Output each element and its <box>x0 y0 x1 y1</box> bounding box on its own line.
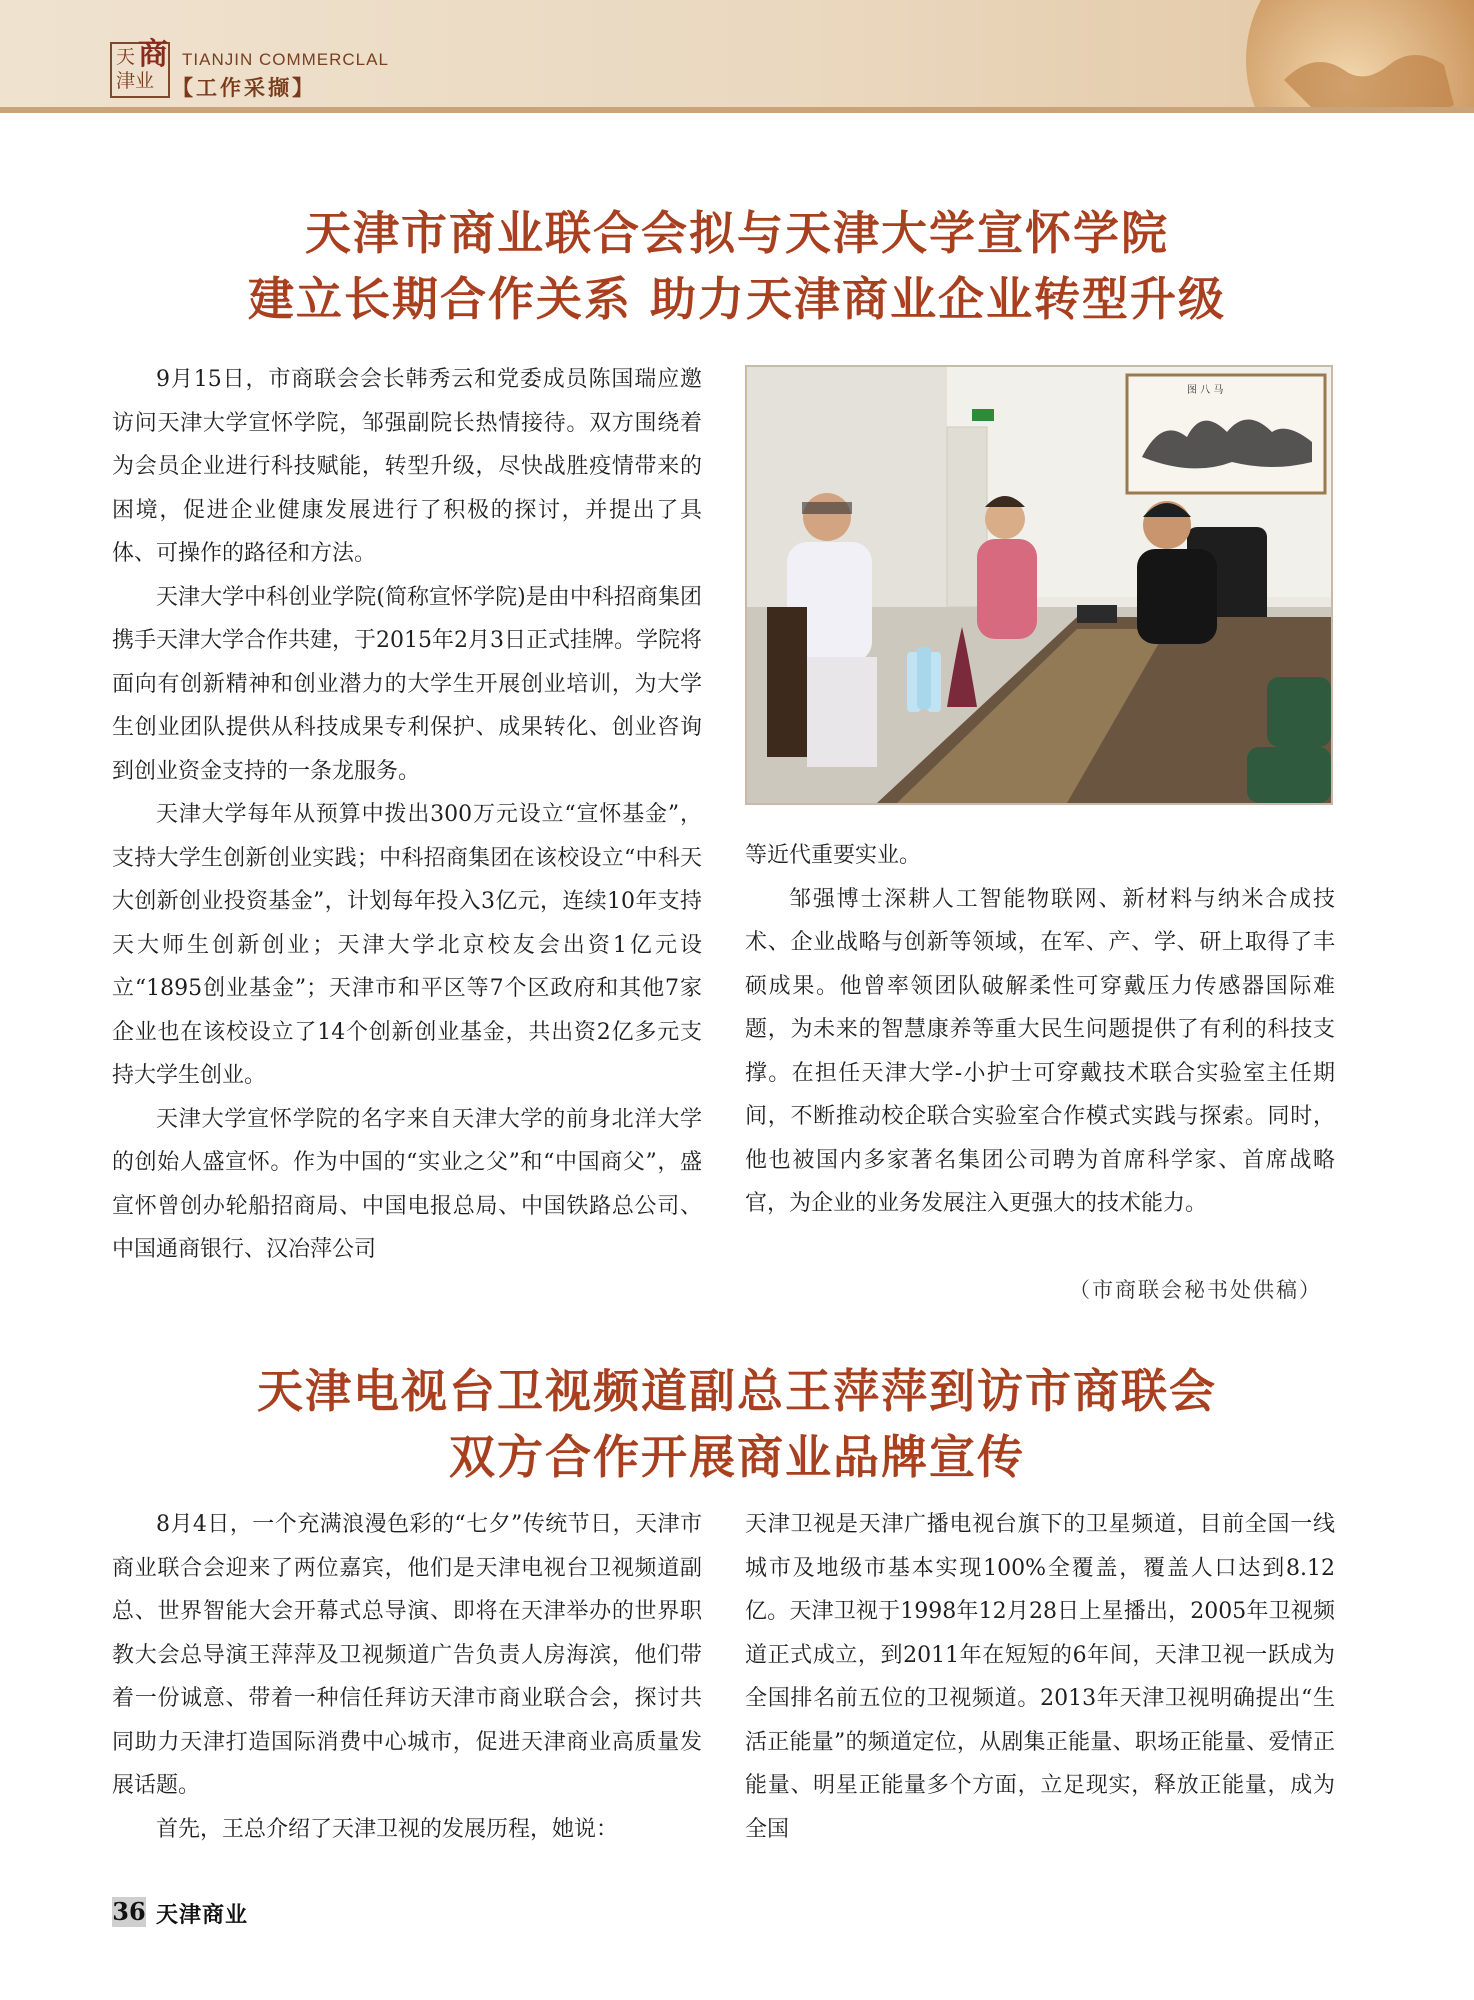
meeting-photo <box>745 365 1333 805</box>
article2-left-column <box>112 1503 702 1851</box>
article1-title <box>0 200 1474 332</box>
article2-title-line1: 天津电视台卫视频道副总王萍萍到访市商联会 <box>257 1364 1217 1418</box>
globe-decoration-icon <box>1244 0 1474 107</box>
logo-char-shang: 商 <box>138 37 168 72</box>
article2-paragraph-2: 首先，王总介绍了天津卫视的发展历程，她说： <box>156 1816 619 1842</box>
article1-paragraph-5: 邹强博士深耕人工智能物联网、新材料与纳米合成技术、企业战略与创新等领域，在军、产、学、研上取得了丰硕成果。他曾率领团队破解柔性可穿戴压力传感器国际难题，为未来的智慧康养等重大民生问题提供了有利的科技支撑。在担任天津大学-小护士可穿戴技术联合实验室主任期间，不断推动校企联合实验室合作模式实践与探索。同时，他也被国内多家著名集团公司聘为首席科学家、首席战略官，为企业的业务发展注入更强大的技术能力。 <box>745 886 1335 1216</box>
article1-left-column <box>112 358 702 1272</box>
article1-paragraph-1: 9月15日，市商联会会长韩秀云和党委成员陈国瑞应邀访问天津大学宣怀学院，邹强副院长热情接待。双方围绕着为会员企业进行科技赋能，转型升级，尽快战胜疫情带来的困境，促进企业健康发展进行了积极的探讨，并提出了具体、可操作的路径和方法。 <box>112 367 702 566</box>
article1-right-column <box>745 834 1335 1226</box>
footer-magazine-name: 天津商业 <box>156 1903 249 1928</box>
logo-char-jinye: 津业 <box>116 70 155 92</box>
article1-paragraph-4: 天津大学宣怀学院的名字来自天津大学的前身北洋大学的创始人盛宣怀。作为中国的“实业之父”和“中国商父”，盛宣怀曾创办轮船招商局、中国电报总局、中国铁路总公司、中国通商银行、汉冶萍公司 <box>112 1106 702 1262</box>
magazine-logo <box>110 37 170 98</box>
painting-inscription: 图 八 马 <box>1187 385 1224 396</box>
article1-title-line1: 天津市商业联合会拟与天津大学宣怀学院 <box>305 206 1169 260</box>
article2-paragraph-1: 8月4日，一个充满浪漫色彩的“七夕”传统节日，天津市商业联合会迎来了两位嘉宾，他们是天津电视台卫视频道副总、世界智能大会开幕式总导演、即将在天津举办的世界职教大会总导演王萍萍及卫视频道广告负责人房海滨，他们带着一份诚意、带着一种信任拜访天津市商业联合会，探讨共同助力天津打造国际消费中心城市，促进天津商业高质量发展话题。 <box>112 1512 702 1798</box>
article1-paragraph-3: 天津大学每年从预算中拨出300万元设立“宣怀基金”，支持大学生创新创业实践；中科招商集团在该校设立“中科天大创新创业投资基金”，计划每年投入3亿元，连续10年支持天大师生创新创业；天津大学北京校友会出资1亿元设立“1895创业基金”；天津市和平区等7个区政府和其他7家企业也在该校设立了14个创新创业基金，共出资2亿多元支持大学生创业。 <box>112 802 702 1088</box>
article2-title-line2: 双方合作开展商业品牌宣传 <box>449 1430 1025 1484</box>
article2-right-column <box>745 1503 1335 1851</box>
article1-paragraph-2: 天津大学中科创业学院(简称宣怀学院)是由中科招商集团携手天津大学合作共建，于2015年2月3日正式挂牌。学院将面向有创新精神和创业潜力的大学生开展创业培训，为大学生创业团队提供从科技成果专利保护、成果转化、创业咨询到创业资金支持的一条龙服务。 <box>112 584 702 784</box>
article1-source-credit: （市商联会秘书处供稿） <box>1069 1278 1322 1302</box>
header-section-label: 【工作采撷】 <box>172 76 316 100</box>
article1-title-line2: 建立长期合作关系 助力天津商业企业转型升级 <box>247 272 1226 326</box>
page-header <box>0 0 1474 107</box>
header-divider <box>0 107 1474 113</box>
article2-title <box>0 1358 1474 1490</box>
page-number: 36 <box>112 1897 146 1926</box>
article2-paragraph-3: 天津卫视是天津广播电视台旗下的卫星频道，目前全国一线城市及地级市基本实现100%全覆盖，覆盖人口达到8.12亿。天津卫视于1998年12月28日上星播出，2005年卫视频道正式成立，到2011年在短短的6年间，天津卫视一跃成为全国排名前五位的卫视频道。2013年天津卫视明确提出“生活正能量”的频道定位，从剧集正能量、职场正能量、爱情正能量、明星正能量多个方面，立足现实，释放正能量，成为全国 <box>745 1512 1335 1842</box>
meeting-photo-illustration <box>747 367 1331 803</box>
article1-continuation: 等近代重要实业。 <box>745 843 922 868</box>
header-english-title: TIANJIN COMMERCLAL <box>182 50 389 69</box>
logo-char-tian: 天 <box>116 46 136 68</box>
